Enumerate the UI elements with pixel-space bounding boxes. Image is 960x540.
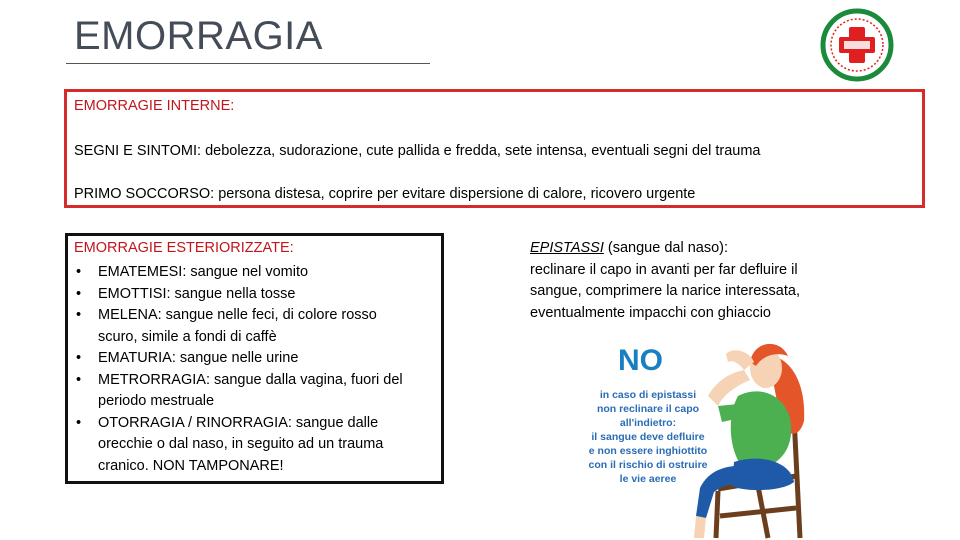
- list-item: • OTORRAGIA / RINORRAGIA: sangue dalle orecchie o dal naso, in seguito ad un trauma cranico. NON TAMPONARE!: [76, 414, 384, 474]
- signs-line: [74, 143, 760, 159]
- red-cross-logo-icon: [820, 8, 894, 82]
- epistassi-illustration: [568, 326, 812, 540]
- svg-text:non reclinare il capo: non reclinare il capo: [596, 403, 700, 415]
- internal-heading: EMORRAGIE INTERNE:: [74, 98, 235, 114]
- no-label: NO: [618, 344, 663, 377]
- external-list: [74, 262, 434, 477]
- svg-text:il sangue deve defluire: il sangue deve defluire: [591, 431, 705, 443]
- first-aid-label: PRIMO SOCCORSO: [74, 186, 211, 202]
- external-heading: EMORRAGIE ESTERIORIZZATE:: [74, 240, 294, 256]
- first-aid-text: : persona distesa, coprire per evitare dispersione di calore, ricovero urgente: [210, 186, 696, 202]
- list-item: • METRORRAGIA: sangue dalla vagina, fuori del periodo mestruale: [76, 371, 403, 409]
- svg-text:le vie aeree: le vie aeree: [619, 473, 677, 485]
- list-item: • EMATEMESI: sangue nel vomito: [76, 264, 309, 280]
- internal-bleeding-box: [64, 89, 925, 208]
- signs-label: SEGNI E SINTOMI: [74, 143, 198, 159]
- epistassi-text: EPISTASSI (sangue dal naso): reclinare il capo in avanti per far defluire il sangue, comprimere la narice interessata, eventualmente impacchi con ghiaccio: [530, 240, 800, 321]
- svg-text:all'indietro:: all'indietro:: [619, 417, 677, 429]
- external-bleeding-box: [65, 233, 444, 484]
- first-aid-line: [74, 186, 695, 202]
- list-item: • MELENA: sangue nelle feci, di colore rosso scuro, simile a fondi di caffè: [76, 307, 377, 345]
- svg-text:con il rischio di ostruire: con il rischio di ostruire: [588, 459, 708, 471]
- title-underline: [66, 63, 430, 64]
- epistassi-lead: EPISTASSI: [530, 240, 604, 256]
- signs-text: : debolezza, sudorazione, cute pallida e fredda, sete intensa, eventuali segni del trauma: [197, 143, 761, 159]
- svg-text:in caso di epistassi: in caso di epistassi: [599, 389, 697, 401]
- list-item: • EMOTTISI: sangue nella tosse: [76, 285, 296, 302]
- list-item: • EMATURIA: sangue nelle urine: [76, 350, 299, 366]
- svg-text:e non essere inghiottito: e non essere inghiottito: [588, 445, 708, 457]
- page-title: EMORRAGIA: [74, 14, 323, 58]
